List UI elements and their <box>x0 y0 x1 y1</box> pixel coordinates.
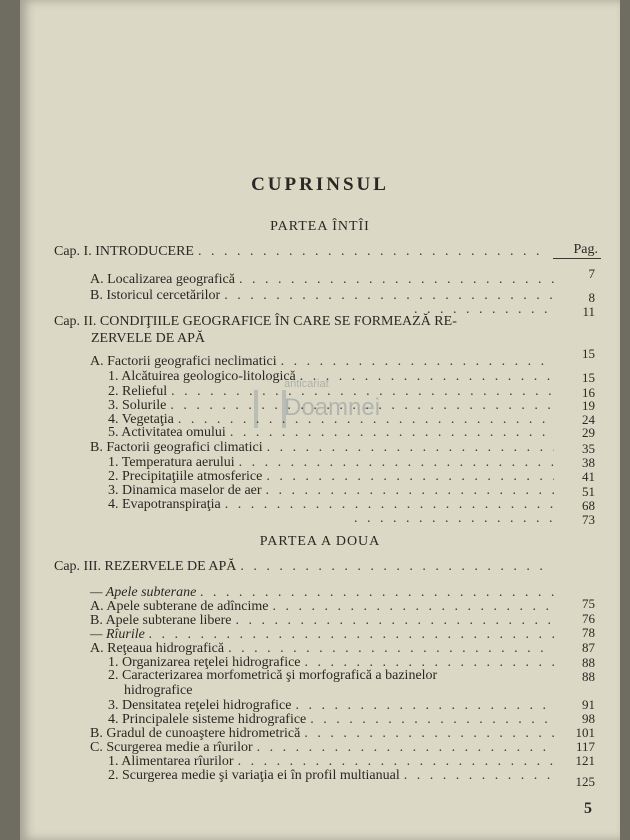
toc-page: 125 <box>575 774 595 789</box>
toc-page: 98 <box>582 711 595 726</box>
watermark-big: Doamnei <box>284 394 381 421</box>
toc-page: 15 <box>582 346 595 361</box>
toc-page: 51 <box>582 484 595 499</box>
toc-entry: C. Scurgerea medie a rîurilor . . . <box>90 740 558 756</box>
part-heading-1: PARTEA ÎNTÎI <box>270 219 370 234</box>
toc-entry: 3. Densitatea reţelei hidrografice . . . <box>108 698 558 714</box>
toc-page: 15 <box>582 370 595 385</box>
page-number: 5 <box>584 800 592 817</box>
toc-page: 38 <box>582 455 595 470</box>
toc-page: 75 <box>582 596 595 611</box>
toc-entry-cont: ZERVELE DE APĂ <box>91 331 205 346</box>
toc-page: 76 <box>582 611 595 626</box>
toc-entry: B. Apele subterane libere . . . <box>90 613 558 629</box>
toc-page: 29 <box>582 425 595 440</box>
toc-entry-cap2: Cap. II. CONDIŢIILE GEOGRAFICE ÎN CARE SE FORMEAZĂ RE- <box>54 314 457 329</box>
toc-entry: A. Factorii geografici neclimatici . . . <box>90 354 558 370</box>
toc-page: 117 <box>575 739 595 754</box>
toc-page: 101 <box>575 725 595 740</box>
toc-entry-cap1: Cap. I. INTRODUCERE . . . <box>54 244 554 260</box>
page-title: CUPRINSUL <box>251 174 389 195</box>
toc-entry-cont: hidrografice <box>124 683 193 698</box>
toc-page: 7 <box>588 266 595 281</box>
toc-page: 19 <box>582 398 595 413</box>
toc-page: 16 <box>582 385 595 400</box>
toc-entry: 1. Alcătuirea geologico-litologică . . . <box>108 369 558 385</box>
toc-entry: A. Apele subterane de adîncime . . . <box>90 599 558 615</box>
toc-entry: 1. Alimentarea rîurilor . . . <box>108 754 558 770</box>
toc-entry: 3. Dinamica maselor de aer . . . <box>108 483 558 499</box>
toc-entry: 4. Vegetaţia . . . <box>108 412 558 428</box>
pag-label: Pag. <box>573 242 598 257</box>
toc-entry: B. Factorii geografici climatici . . . <box>90 440 558 456</box>
toc-page: 91 <box>582 697 595 712</box>
toc-entry <box>350 511 560 527</box>
pag-rule <box>553 258 601 259</box>
toc-entry: 2. Precipitaţiile atmosferice . . . <box>108 469 558 485</box>
toc-entry: 4. Evapotranspiraţia . . . <box>108 497 558 513</box>
toc-entry: 3. Solurile . . . <box>108 398 558 414</box>
part-heading-2: PARTEA A DOUA <box>259 534 381 549</box>
toc-entry: 1. Temperatura aerului . . . <box>108 455 558 471</box>
toc-entry: 2. Scurgerea medie şi variaţia ei în profil multianual . . . <box>108 768 558 784</box>
toc-page: 11 <box>582 304 595 319</box>
toc-page: 35 <box>582 441 595 456</box>
toc-page: 88 <box>582 669 595 684</box>
toc-entry: — Rîurile . . . <box>90 627 558 643</box>
toc-page: 73 <box>582 512 595 527</box>
toc-entry: 1. Organizarea reţelei hidrografice . . . <box>108 655 558 671</box>
toc-page: 78 <box>582 625 595 640</box>
toc-entry: 2. Caracterizarea morfometrică şi morfografică a bazinelor <box>108 668 438 683</box>
book-page <box>20 0 620 840</box>
toc-entry: 4. Principalele sisteme hidrografice . . . <box>108 712 558 728</box>
toc-page: 87 <box>582 640 595 655</box>
toc-entry: A. Reţeaua hidrografică . . . <box>90 641 558 657</box>
toc-page: 8 <box>588 290 595 305</box>
toc-page: 68 <box>582 498 595 513</box>
toc-entry: 5. Activitatea omului . . . <box>108 425 558 441</box>
toc-page: 88 <box>582 655 595 670</box>
toc-entry: A. Localizarea geografică . . . <box>90 272 560 288</box>
toc-page: 41 <box>582 469 595 484</box>
toc-entry: — Apele subterane . . . <box>90 585 560 601</box>
toc-page: 24 <box>582 412 595 427</box>
toc-entry: B. Gradul de cunoaştere hidrometrică . . . <box>90 726 558 742</box>
toc-entry: B. Istoricul cercetărilor . . . <box>90 288 560 304</box>
toc-entry: 2. Relieful . . . <box>108 384 558 400</box>
toc-page: 121 <box>575 753 595 768</box>
watermark-small: anticariat <box>284 378 329 390</box>
toc-entry-cap3: Cap. III. REZERVELE DE APĂ . . . <box>54 559 554 575</box>
